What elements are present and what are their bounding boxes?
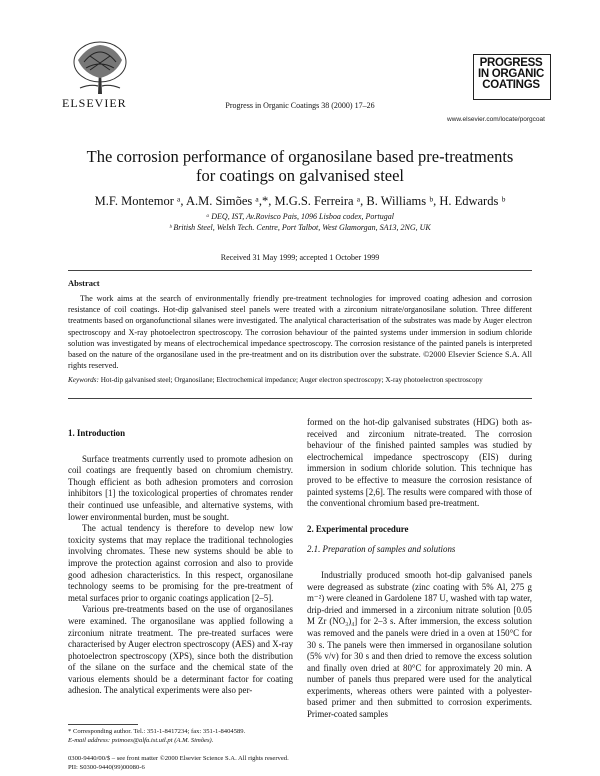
right-column	[307, 417, 532, 721]
footnote-rule	[68, 724, 138, 725]
keywords-list: Hot-dip galvanised steel; Organosilane; Electrochemical impedance; Auger electron spectroscopy; X-ray photoelectron spectroscopy	[98, 376, 483, 384]
abstract-bottom-rule	[68, 398, 532, 399]
left-column	[68, 428, 293, 697]
journal-url: www.elsevier.com/locate/porgcoat	[447, 116, 545, 123]
affiliation-b: ᵇ British Steel, Welsh Tech. Centre, Port Talbot, West Glamorgan, SA13, 2NG, UK	[169, 223, 431, 232]
copyright-line: 0300-9440/00/$ – see front matter ©2000 Elsevier Science S.A. All rights reserved.	[68, 755, 289, 762]
abstract-heading: Abstract	[68, 278, 100, 288]
intro-paragraph-cont: formed on the hot-dip galvanised substrates (HDG) both as-received and zirconium nitrate-treated. The corrosion behaviour of the finished painted samples was studied by electrochemical impedance spectroscopy (EIS) during immersion in sodium chloride solution. This technique has proved to be effective to measure the corrosion resistance of painted systems [2,6]. The results were compared with those of the conventional chromium based pre-treatment.	[307, 417, 532, 509]
elsevier-tree-logo	[70, 40, 130, 96]
article-title: The corrosion performance of organosilane based pre-treatments for coatings on galvanised steel	[86, 147, 514, 185]
footnote-author: * Corresponding author. Tel.: 351-1-8417234; fax: 351-1-8404589.	[68, 728, 246, 735]
received-dates: Received 31 May 1999; accepted 1 October 1999	[220, 253, 380, 262]
journal-logo: PROGRESS IN ORGANIC COATINGS	[477, 57, 544, 91]
author-list: M.F. Montemor ᵃ, A.M. Simões ᵃ,*, M.G.S. Ferreira ᵃ, B. Williams ᵇ, H. Edwards ᵇ	[94, 194, 506, 208]
affiliation-a: ᵃ DEQ, IST, Av.Rovisco Pais, 1096 Lisboa codex, Portugal	[206, 212, 394, 221]
abstract-top-rule	[68, 270, 532, 271]
intro-paragraph-1: Surface treatments currently used to promote adhesion on coil coatings are frequently based on chromium chemistry. Though efficient as both adhesion promoters and corrosion inhibitors [1] the toxicological properties of chromates render their continued use unfeasible, and alternative systems, with lower environmental burden, must be sought.	[68, 453, 293, 522]
keywords-label: Keywords:	[68, 376, 99, 384]
intro-paragraph-2: The actual tendency is therefore to develop new low toxicity systems that may replace the traditional technologies involving chromates. These new systems should be able to improve the protection against corrosion and also to provide good adhesion characteristics. In this respect, organosilane technology seems to be promising for the pre-treatment of metal surfaces prior to organic coatings application [2–5].	[68, 523, 293, 603]
footnote-email: E-mail address: psimoes@alfa.ist.utl.pt (A.M. Simões).	[68, 737, 214, 744]
journal-citation: Progress in Organic Coatings 38 (2000) 17–26	[225, 101, 375, 110]
experimental-paragraph: Industrially produced smooth hot-dip galvanised panels were degreased as substrate (zinc coating with 5% Al, 275 g m⁻²) were cleaned in Gardolene 187 U, washed with tap water, drip-dried and immersed in a zirconium nitrate solution [0.05 M Zr (NO₃)₄] for 2–3 s. After immersion, the excess solution was removed and the panels were dried in a oven at 150°C for 30 s. The panels were then immersed in organosilane solution (5% v/v) for 30 s and then dried to remove the excess solution and finally oven dried at 80°C for approximately 20 min. A number of panels thus prepared were used for the analytical experiments, whereas others were painted with a polyester-based primer and then submitted to corrosion experiments. Primer-coated samples	[307, 569, 532, 720]
abstract-body: The work aims at the search of environmentally friendly pre-treatment technologies for improved coating adhesion and corrosion resistance of coil coatings. Hot-dip galvanised steel panels were treated with a zirconium nitrate/organosilane solution. Three different treatments based on organofunctional silanes were investigated. The analytical characterisation of the substrates was made by Auger electron spectroscopy and X-ray photoelectron spectroscopy. The corrosion behaviour of the painted systems under immersion in sodium chloride solution was investigated by means of electrochemical impedance spectroscopy. The corrosion resistance of the painted panels is interpreted based on the nature of the organosilane used in the pre-treatment and on its distribution over the substrate. ©2000 Elsevier Science S.A. All rights reserved.	[68, 294, 532, 371]
subsection-2-1-heading: 2.1. Preparation of samples and solutions	[307, 544, 456, 555]
pii-line: PII: S0300-9440(99)00080-6	[68, 764, 145, 771]
intro-paragraph-3: Various pre-treatments based on the use of organosilanes were examined. The organosilane was applied following a zirconium nitrate treatment. The pre-treated surfaces were characterised by Auger electron spectroscopy (AES) and X-ray photoelectron spectroscopy (XPS), since both the distribution of the silane on the surface and the chemical state of the various elements should be a determinant factor for coating adhesion. The analytical experiments were also per-	[68, 604, 293, 696]
publisher-name: ELSEVIER	[62, 96, 127, 110]
section-2-heading: 2. Experimental procedure	[307, 523, 409, 534]
section-1-heading: 1. Introduction	[68, 428, 126, 438]
keywords	[68, 376, 532, 384]
